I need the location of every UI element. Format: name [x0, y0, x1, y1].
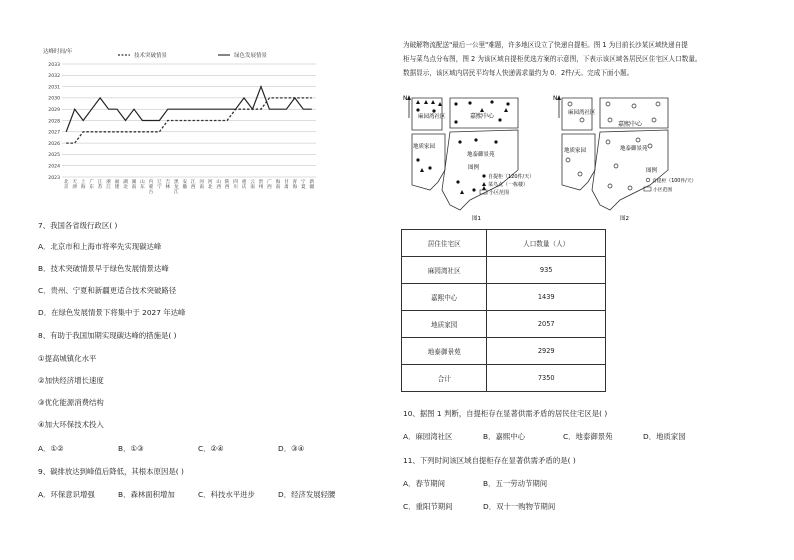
x-tick-label: 辽宁 [157, 180, 162, 190]
table-header: 居住住宅区 [402, 230, 487, 257]
y-tick-label: 2025 [48, 153, 60, 159]
map1-area-2: 嘉熙中心 [470, 113, 495, 120]
x-tick-label: 湖北 [123, 180, 128, 190]
x-tick-labels [64, 178, 315, 195]
table-header-row [402, 230, 606, 257]
x-tick-label: 山西 [216, 180, 221, 190]
map1-legend-title: 图例 [468, 165, 480, 171]
y-tick-label: 2031 [48, 85, 60, 91]
map1-caption: 图1 [472, 216, 481, 222]
map-figure-1 [400, 90, 535, 225]
y-tick-label: 2028 [48, 119, 60, 125]
x-tick-label: 宁夏 [301, 180, 306, 190]
y-tick-label: 2026 [48, 141, 60, 147]
q10-option-d[interactable]: D．地质家园 [643, 432, 686, 441]
q9-option-d[interactable]: D．经济发展轻腰 [278, 490, 336, 499]
table-row [402, 338, 606, 365]
map2-area-3: 地质家园 [564, 148, 587, 154]
map1-legend-2: 菜鸟点（一栋楼） [488, 182, 529, 188]
q8-option-c[interactable]: C．②④ [198, 444, 224, 453]
q7-option-c[interactable]: C．贵州、宁夏和新疆更适合技术突破路径 [38, 286, 177, 295]
map2-legend-1: 自提柜（100件/天） [652, 179, 697, 184]
table-cell: 2057 [487, 311, 606, 338]
q9-option-a[interactable]: A．环保意识增强 [38, 490, 95, 499]
x-tick-label: 湖南 [131, 180, 137, 190]
y-tick-label: 2033 [48, 62, 60, 68]
q8-statement-4: ④加大环保技术投入 [38, 420, 104, 429]
y-tick-label: 2024 [48, 164, 60, 170]
x-tick-label: 黑龙江 [174, 180, 179, 195]
table-cell: 935 [487, 257, 606, 284]
q8-statement-3: ③优化能源消费结构 [38, 398, 104, 407]
table-cell: 地泰御景苑 [402, 338, 487, 365]
q9-option-c[interactable]: C．科技水平进步 [198, 490, 255, 499]
map2-area-2: 嘉熙中心 [618, 121, 643, 128]
table-cell: 地质家园 [402, 311, 487, 338]
intro-line-3: 数据显示，该区域内居民平均每人快递需求量约为 0．2件/天。完成下面小题。 [403, 69, 634, 77]
x-tick-label: 广东 [89, 180, 94, 190]
map2-area-1: 麻园湾社区 [568, 110, 596, 116]
x-tick-label: 吉林 [165, 180, 171, 190]
q8-statement-2: ②加快经济增长速度 [38, 376, 104, 385]
legend-label-tech: 技术突破情景 [134, 53, 168, 59]
intro-line-2: 柜与菜鸟点分布图，图 2 为该区域自提柜优选方案的示意图，下表示该区域各居民区住宅区人口数量。 [403, 55, 702, 63]
map1-legend-1: 自提柜（120件/天） [488, 174, 535, 180]
y-tick-label: 2032 [48, 74, 60, 80]
q7-option-a[interactable]: A．北京市和上海市将率先实现碳达峰 [38, 242, 162, 251]
q11-option-c[interactable]: C．重阳节期间 [403, 502, 453, 511]
y-tick-label: 2029 [48, 108, 60, 113]
intro-paragraph [403, 38, 773, 80]
table-cell: 7350 [487, 365, 606, 392]
x-tick-label: 内蒙古 [148, 180, 154, 195]
x-tick-label: 广西 [267, 180, 272, 190]
map2-area-4: 地泰御景苑 [620, 146, 648, 152]
map2-caption: 图2 [620, 216, 629, 222]
x-tick-label: 云南 [250, 180, 255, 190]
map1-area-3: 地质家园 [413, 144, 436, 150]
q8-option-a[interactable]: A．①② [38, 444, 64, 453]
x-tick-label: 四川 [233, 180, 238, 190]
north-label-2: N [553, 95, 558, 102]
table-row [402, 284, 606, 311]
q8-statement-1: ①提高城镇化水平 [38, 354, 97, 363]
q8-option-b[interactable]: B．①③ [118, 444, 144, 453]
y-axis-label: 达峰时间/年 [43, 49, 73, 55]
q10-option-a[interactable]: A．麻园湾社区 [403, 432, 453, 441]
x-tick-label: 海南 [275, 180, 281, 190]
question-9: 9、碳排放达到峰值后降低，其根本原因是( ) [38, 467, 184, 476]
x-tick-label: 贵州 [258, 180, 264, 190]
x-tick-label: 江苏 [97, 180, 103, 190]
x-tick-label: 河北 [207, 180, 213, 190]
question-11: 11、下列时间该区域自提柜存在显著供需矛盾的是( ) [403, 456, 576, 465]
table-cell: 嘉熙中心 [402, 284, 487, 311]
x-tick-label: 福建 [114, 180, 120, 190]
x-tick-label: 上海 [80, 180, 86, 190]
population-table [401, 229, 606, 392]
y-tick-label: 2023 [48, 175, 60, 181]
q11-option-d[interactable]: D．双十一购物节期间 [483, 502, 556, 511]
table-header: 人口数量（人） [487, 230, 606, 257]
q10-option-c[interactable]: C．地泰御景苑 [563, 432, 613, 441]
x-tick-label: 安徽 [182, 180, 188, 190]
q10-option-b[interactable]: B．嘉熙中心 [483, 432, 526, 441]
question-8: 8、有助于我国加期实现碳达峰的措施是( ) [38, 331, 177, 340]
y-tick-label: 2027 [48, 130, 60, 136]
table-cell: 2929 [487, 338, 606, 365]
x-tick-label: 浙江 [106, 180, 111, 190]
question-10: 10、据图 1 判断，自提柜存在显著供需矛盾的居民住宅区是( ) [403, 409, 608, 418]
table-cell: 1439 [487, 284, 606, 311]
x-tick-label: 北京 [63, 180, 69, 190]
map1-area-1: 麻园湾社区 [418, 114, 446, 120]
carbon-peak-chart [40, 40, 340, 195]
table-cell: 合计 [402, 365, 487, 392]
q8-option-d[interactable]: D．③④ [278, 444, 305, 453]
table-row [402, 311, 606, 338]
table-row [402, 365, 606, 392]
y-tick-labels [48, 62, 60, 181]
x-tick-label: 青海 [292, 180, 298, 190]
x-tick-label: 河南 [199, 180, 205, 190]
x-tick-label: 甘肃 [284, 180, 289, 190]
map2-legend-2: 小区范围 [653, 188, 673, 193]
y-tick-label: 2030 [48, 96, 60, 102]
x-tick-label: 江西 [190, 180, 196, 190]
q11-option-a[interactable]: A．春节期间 [403, 479, 446, 488]
map1-legend-3: 小区范围 [489, 190, 510, 196]
map2-legend-title: 图例 [646, 168, 658, 174]
q11-option-b[interactable]: B．五一劳动节期间 [483, 479, 548, 488]
north-label: N [403, 95, 408, 102]
map-figure-2 [550, 90, 697, 225]
x-tick-label: 新疆 [309, 180, 315, 190]
x-tick-label: 陕西 [224, 180, 230, 190]
legend-label-green: 绿色发展情景 [234, 53, 268, 59]
map1-area-4: 地泰御景苑 [467, 152, 495, 158]
intro-line-1: 为破解物流配送"最后一公里"难题，许多地区设立了快递自提柜。图 1 为目前长沙某区域快递自提 [403, 41, 688, 49]
q7-option-b[interactable]: B．技术突破情景早于绿色发展情景达峰 [38, 264, 169, 273]
x-tick-label: 山东 [140, 180, 145, 190]
chart-legend [118, 51, 268, 59]
q7-option-d[interactable]: D．在绿色发展情景下将集中于 2027 年达峰 [38, 308, 186, 317]
table-row [402, 257, 606, 284]
table-cell: 麻园湾社区 [402, 257, 487, 284]
x-tick-label: 重庆 [241, 180, 247, 190]
x-tick-label: 天津 [72, 180, 78, 190]
q9-option-b[interactable]: B．森林面积增加 [118, 490, 175, 499]
question-7: 7、我国各省级行政区( ) [38, 221, 118, 230]
